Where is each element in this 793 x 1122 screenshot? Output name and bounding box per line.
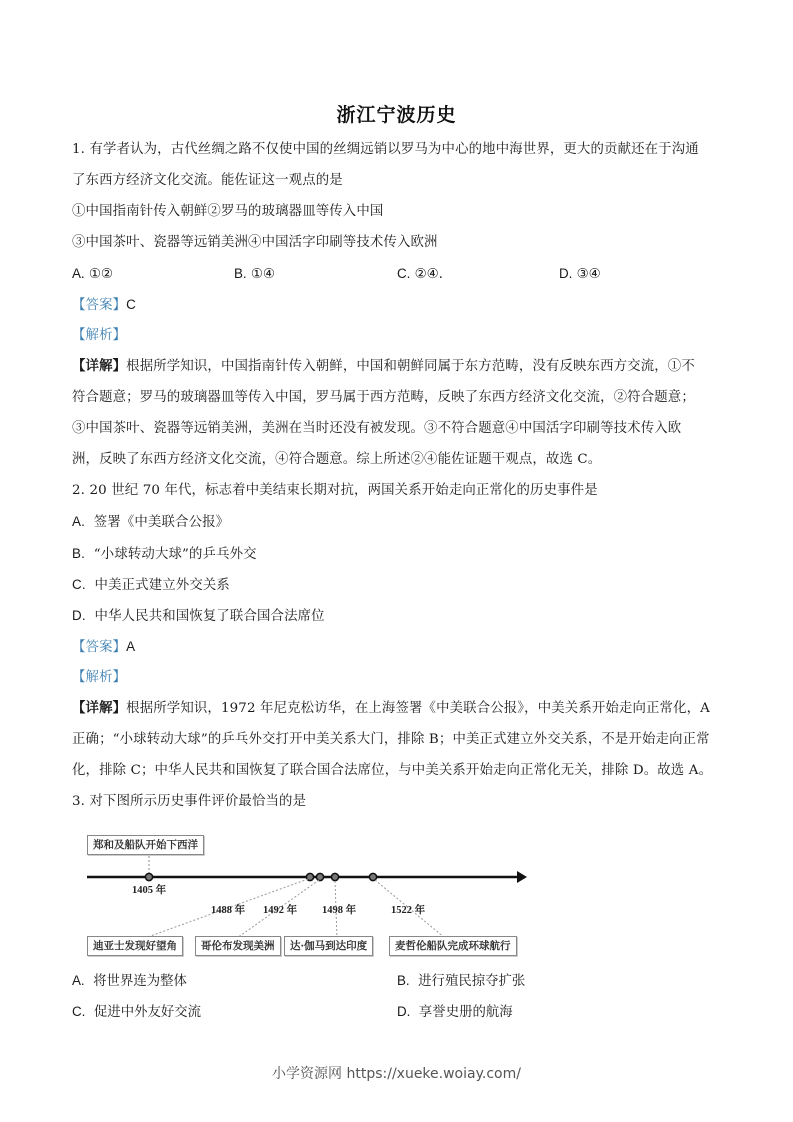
q1-option-a: A. ①② xyxy=(72,266,113,282)
q1-stem-line-2: 了东西方经济文化交流。能佐证这一观点的是 xyxy=(72,173,343,188)
page-title: 浙江宁波历史 xyxy=(336,104,457,126)
q2-detail-line-1: 【详解】根据所学知识，1972 年尼克松访华，在上海签署《中美联合公报》，中美关系开始走向正常化，A xyxy=(72,701,710,716)
q2-option-d: D. 中华人民共和国恢复了联合国合法席位 xyxy=(72,608,325,624)
q3-option-c: C. 促进中外友好交流 xyxy=(72,1004,202,1020)
q1-items-line-1: ①中国指南针传入朝鲜②罗马的玻璃器皿等传入中国 xyxy=(72,204,384,219)
answer-label: 【答案】 xyxy=(72,298,127,313)
q3-option-a: A. 将世界连为整体 xyxy=(72,973,187,989)
answer-value: A xyxy=(126,639,136,654)
timeline-year-1488: 1488 年 xyxy=(211,905,246,916)
q1-option-b: B. ①④ xyxy=(234,266,275,282)
q2-stem: 2. 20 世纪 70 年代，标志着中美结束长期对抗，两国关系开始走向正常化的历史事件是 xyxy=(72,483,598,498)
q2-analysis-label: 【解析】 xyxy=(72,670,127,685)
detail-label: 【详解】 xyxy=(72,701,127,716)
q1-items-line-2: ③中国茶叶、瓷器等远销美洲④中国活字印刷等技术传入欧洲 xyxy=(72,235,438,250)
timeline-figure xyxy=(85,830,530,960)
q1-detail-line-2: 符合题意；罗马的玻璃器皿等传入中国，罗马属于西方范畴，反映了东西方经济文化交流，②符合题意； xyxy=(72,390,695,405)
q2-detail-line-2: 正确；“小球转动大球”的乒乓外交打开中美关系大门，排除 B；中美正式建立外交关系，不是开始走向正常 xyxy=(72,732,710,747)
q2-option-c: C. 中美正式建立外交关系 xyxy=(72,577,230,593)
q2-answer xyxy=(72,638,724,657)
q1-option-d: D. ③④ xyxy=(559,266,601,282)
q1-stem-line-1: 1. 有学者认为，古代丝绸之路不仅使中国的丝绸远销以罗马为中心的地中海世界，更大的贡献还在于沟通 xyxy=(72,142,699,157)
timeline-year-1405: 1405 年 xyxy=(132,885,167,896)
q3-option-b: B. 进行殖民掠夺扩张 xyxy=(397,973,526,989)
timeline-year-1492: 1492 年 xyxy=(263,905,298,916)
timeline-event-da-gama: 达·伽马到达印度 xyxy=(284,936,373,956)
timeline-event-columbus: 哥伦布发现美洲 xyxy=(195,936,281,956)
q2-option-b: B. “小球转动大球”的乒乓外交 xyxy=(72,546,257,562)
answer-value: C xyxy=(126,297,136,312)
timeline-event-magellan: 麦哲伦船队完成环球航行 xyxy=(389,936,517,956)
detail-label: 【详解】 xyxy=(72,359,127,374)
timeline-year-1498: 1498 年 xyxy=(322,905,357,916)
q1-analysis-label: 【解析】 xyxy=(72,328,127,343)
q3-option-d: D. 享誉史册的航海 xyxy=(397,1004,513,1020)
timeline-event-dias: 迪亚士发现好望角 xyxy=(87,936,183,956)
q3-stem: 3. 对下图所示历史事件评价最恰当的是 xyxy=(72,794,307,809)
timeline-year-1522: 1522 年 xyxy=(391,905,426,916)
q2-option-a: A. 签署《中美联合公报》 xyxy=(72,514,230,530)
q1-detail-line-1: 【详解】根据所学知识，中国指南针传入朝鲜，中国和朝鲜同属于东方范畴，没有反映东西方交流，①不 xyxy=(72,359,695,374)
q1-detail-line-3: ③中国茶叶、瓷器等远销美洲，美洲在当时还没有被发现。③不符合题意④中国活字印刷等技术传入欧 xyxy=(72,421,682,436)
answer-label: 【答案】 xyxy=(72,640,127,655)
timeline-event-zheng-he: 郑和及船队开始下西洋 xyxy=(87,835,204,855)
footer-watermark: 小学资源网 https://xueke.woiay.com/ xyxy=(272,1066,521,1082)
q1-option-c: C. ②④. xyxy=(397,266,443,282)
q1-answer xyxy=(72,296,724,315)
q2-detail-line-3: 化，排除 C；中华人民共和国恢复了联合国合法席位，与中美关系开始走向正常化无关，排除 D。故选 A。 xyxy=(72,763,713,778)
q1-detail-line-4: 洲，反映了东西方经济文化交流，④符合题意。综上所述②④能佐证题干观点，故选 C。 xyxy=(72,452,602,467)
